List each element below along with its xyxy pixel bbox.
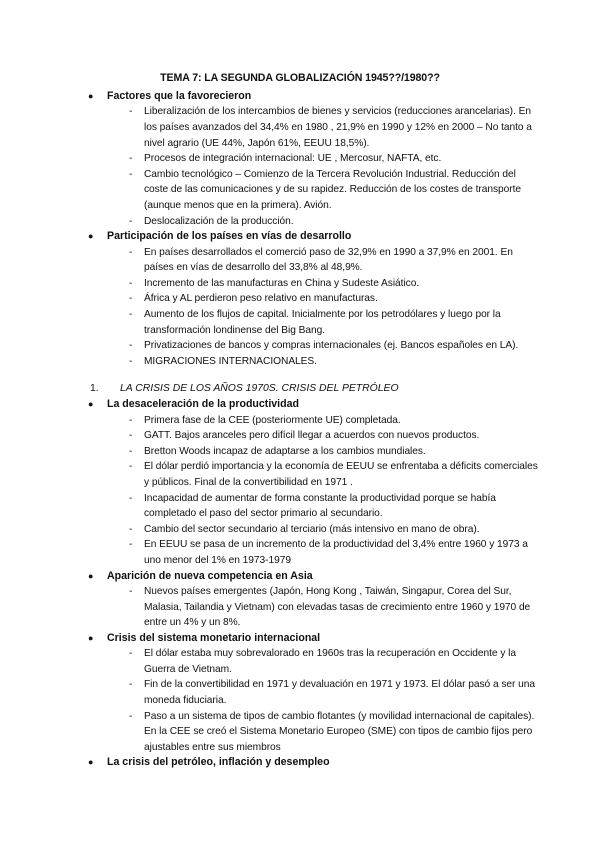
list-item <box>0 214 600 230</box>
list-item-text: Bretton Woods incapaz de adaptarse a los cambios mundiales. <box>144 445 426 457</box>
list-item <box>0 584 600 631</box>
list-item-text: El dólar perdió importancia y la economía de EEUU se enfrentaba a déficits comerciales y públicos. Final de la convertibilidad en 1971 . <box>144 461 538 489</box>
dash-marker: - <box>129 293 133 305</box>
numbered-heading-text: LA CRISIS DE LOS AÑOS 1970S. CRISIS DEL PETRÓLEO <box>120 383 399 395</box>
list-item <box>0 459 600 490</box>
dash-marker: - <box>129 106 133 118</box>
list-item <box>0 677 600 708</box>
dash-marker: - <box>129 461 133 473</box>
list-item <box>0 428 600 444</box>
list-item <box>0 307 600 338</box>
dash-marker: - <box>129 246 133 258</box>
section-heading-text: Crisis del sistema monetario internacional <box>107 631 321 644</box>
dash-marker: - <box>129 523 133 535</box>
dash-marker: - <box>129 355 133 367</box>
list-item <box>0 338 600 354</box>
numbered-heading <box>0 381 600 397</box>
list-item <box>0 151 600 167</box>
list-item-text: Paso a un sistema de tipos de cambio flotantes (y movilidad internacional de capitales). En la CEE se creó el Sistema Monetario Europeo (SME) con tipos de cambio fijos pero ajustables entre sus miembros <box>144 710 535 753</box>
dash-marker: - <box>129 710 133 722</box>
section-heading <box>0 569 600 584</box>
spacer <box>0 369 600 381</box>
list-item <box>0 167 600 214</box>
dash-marker: - <box>129 153 133 165</box>
section-heading <box>0 89 600 104</box>
bullet-icon: ● <box>88 91 94 101</box>
list-item <box>0 522 600 538</box>
dash-marker: - <box>129 340 133 352</box>
section-heading-text: La crisis del petróleo, inflación y desempleo <box>107 756 330 769</box>
list-item-text: Incapacidad de aumentar de forma constante la productividad porque se había completado el paso del sector primario al secundario. <box>144 492 496 520</box>
bullet-icon: ● <box>88 570 94 581</box>
bullet-icon: ● <box>88 632 94 643</box>
list-item-text: Privatizaciones de bancos y compras internacionales (ej. Bancos españoles en LA). <box>144 340 519 352</box>
dash-marker: - <box>129 679 133 691</box>
list-item-text: Cambio del sector secundario al terciario (más intensivo en mano de obra). <box>144 523 480 535</box>
dash-marker: - <box>129 168 133 180</box>
list-item-text: Aumento de los flujos de capital. Inicialmente por los petrodólares y luego por la transformación londinense del Big Bang. <box>144 308 501 336</box>
dash-marker: - <box>129 414 133 426</box>
list-item <box>0 276 600 292</box>
list-item-text: Incremento de las manufacturas en China y Sudeste Asiático. <box>144 277 420 289</box>
list-item-text: El dólar estaba muy sobrevalorado en 1960s tras la recuperación en Occidente y la Guerra de Vietnam. <box>144 648 516 675</box>
section-heading-text: La desaceleración de la productividad <box>107 398 299 411</box>
document-body <box>0 89 600 771</box>
list-item <box>0 646 600 677</box>
list-item-text: Primera fase de la CEE (posteriormente UE) completada. <box>144 414 401 426</box>
list-item-text: Liberalización de los intercambios de bienes y servicios (reducciones arancelarias). En los países avanzados del 34,4% en 1980 , 21,9% en 1990 y 12% en 2000 – No tanto a nivel agrario (UE 44%, Japón 61%, EEUU 18,5%). <box>144 106 532 149</box>
list-item <box>0 537 600 568</box>
dash-marker: - <box>129 648 133 660</box>
list-item-text: Procesos de integración internacional: UE , Mercosur, NAFTA, etc. <box>144 153 442 165</box>
section-heading-text: Factores que la favorecieron <box>107 90 252 102</box>
dash-marker: - <box>129 277 133 289</box>
list-item <box>0 413 600 429</box>
list-item <box>0 291 600 307</box>
numbered-heading-number: 1. <box>90 383 99 395</box>
section-heading <box>0 229 600 244</box>
section-heading <box>0 397 600 412</box>
bullet-icon: ● <box>88 231 94 242</box>
list-item <box>0 709 600 756</box>
list-item <box>0 245 600 276</box>
bullet-icon: ● <box>88 399 94 410</box>
section-heading-text: Aparición de nueva competencia en Asia <box>107 569 313 582</box>
section-heading <box>0 755 600 770</box>
list-item <box>0 491 600 522</box>
list-item-text: Deslocalización de la producción. <box>144 215 294 227</box>
section-heading <box>0 631 600 646</box>
section-heading-text: Participación de los países en vías de desarrollo <box>107 230 352 243</box>
list-item-text: En países desarrollados el comerció paso de 32,9% en 1990 a 37,9% en 2001. En países en vías de desarrollo del 33,8% al 48,9%. <box>144 246 513 274</box>
dash-marker: - <box>129 539 133 551</box>
dash-marker: - <box>129 308 133 320</box>
list-item-text: África y AL perdieron peso relativo en manufacturas. <box>144 293 378 305</box>
list-item <box>0 444 600 460</box>
list-item-text: Nuevos países emergentes (Japón, Hong Kong , Taiwán, Singapur, Corea del Sur, Malasia, Tailandia y Vietnam) con elevadas tasas de crecimiento entre 1960 y 1970 de entre un 4% y un 8%. <box>144 586 531 629</box>
dash-marker: - <box>129 445 133 457</box>
list-item-text: En EEUU se pasa de un incremento de la productividad del 3,4% entre 1960 y 1973 a uno menor del 1% en 1973-1979 <box>144 539 528 567</box>
list-item-text: MIGRACIONES INTERNACIONALES. <box>144 355 317 367</box>
list-item-text: Fin de la convertibilidad en 1971 y devaluación en 1971 y 1973. El dólar pasó a ser una moneda fiduciaria. <box>144 679 535 706</box>
bullet-icon: ● <box>88 757 94 768</box>
list-item-text: GATT. Bajos aranceles pero difícil llegar a acuerdos con nuevos productos. <box>144 430 480 442</box>
list-item <box>0 104 600 151</box>
list-item-text: Cambio tecnológico – Comienzo de la Tercera Revolución Industrial. Reducción del coste de las comunicaciones y de su rapidez. Reducción de los costes de transporte (aunque menos que en la primera). Avión. <box>144 168 522 211</box>
document-title: TEMA 7: LA SEGUNDA GLOBALIZACIÓN 1945??/1980?? <box>160 72 440 84</box>
dash-marker: - <box>129 586 133 597</box>
dash-marker: - <box>129 430 133 442</box>
dash-marker: - <box>129 215 133 227</box>
dash-marker: - <box>129 492 133 504</box>
list-item <box>0 354 600 370</box>
